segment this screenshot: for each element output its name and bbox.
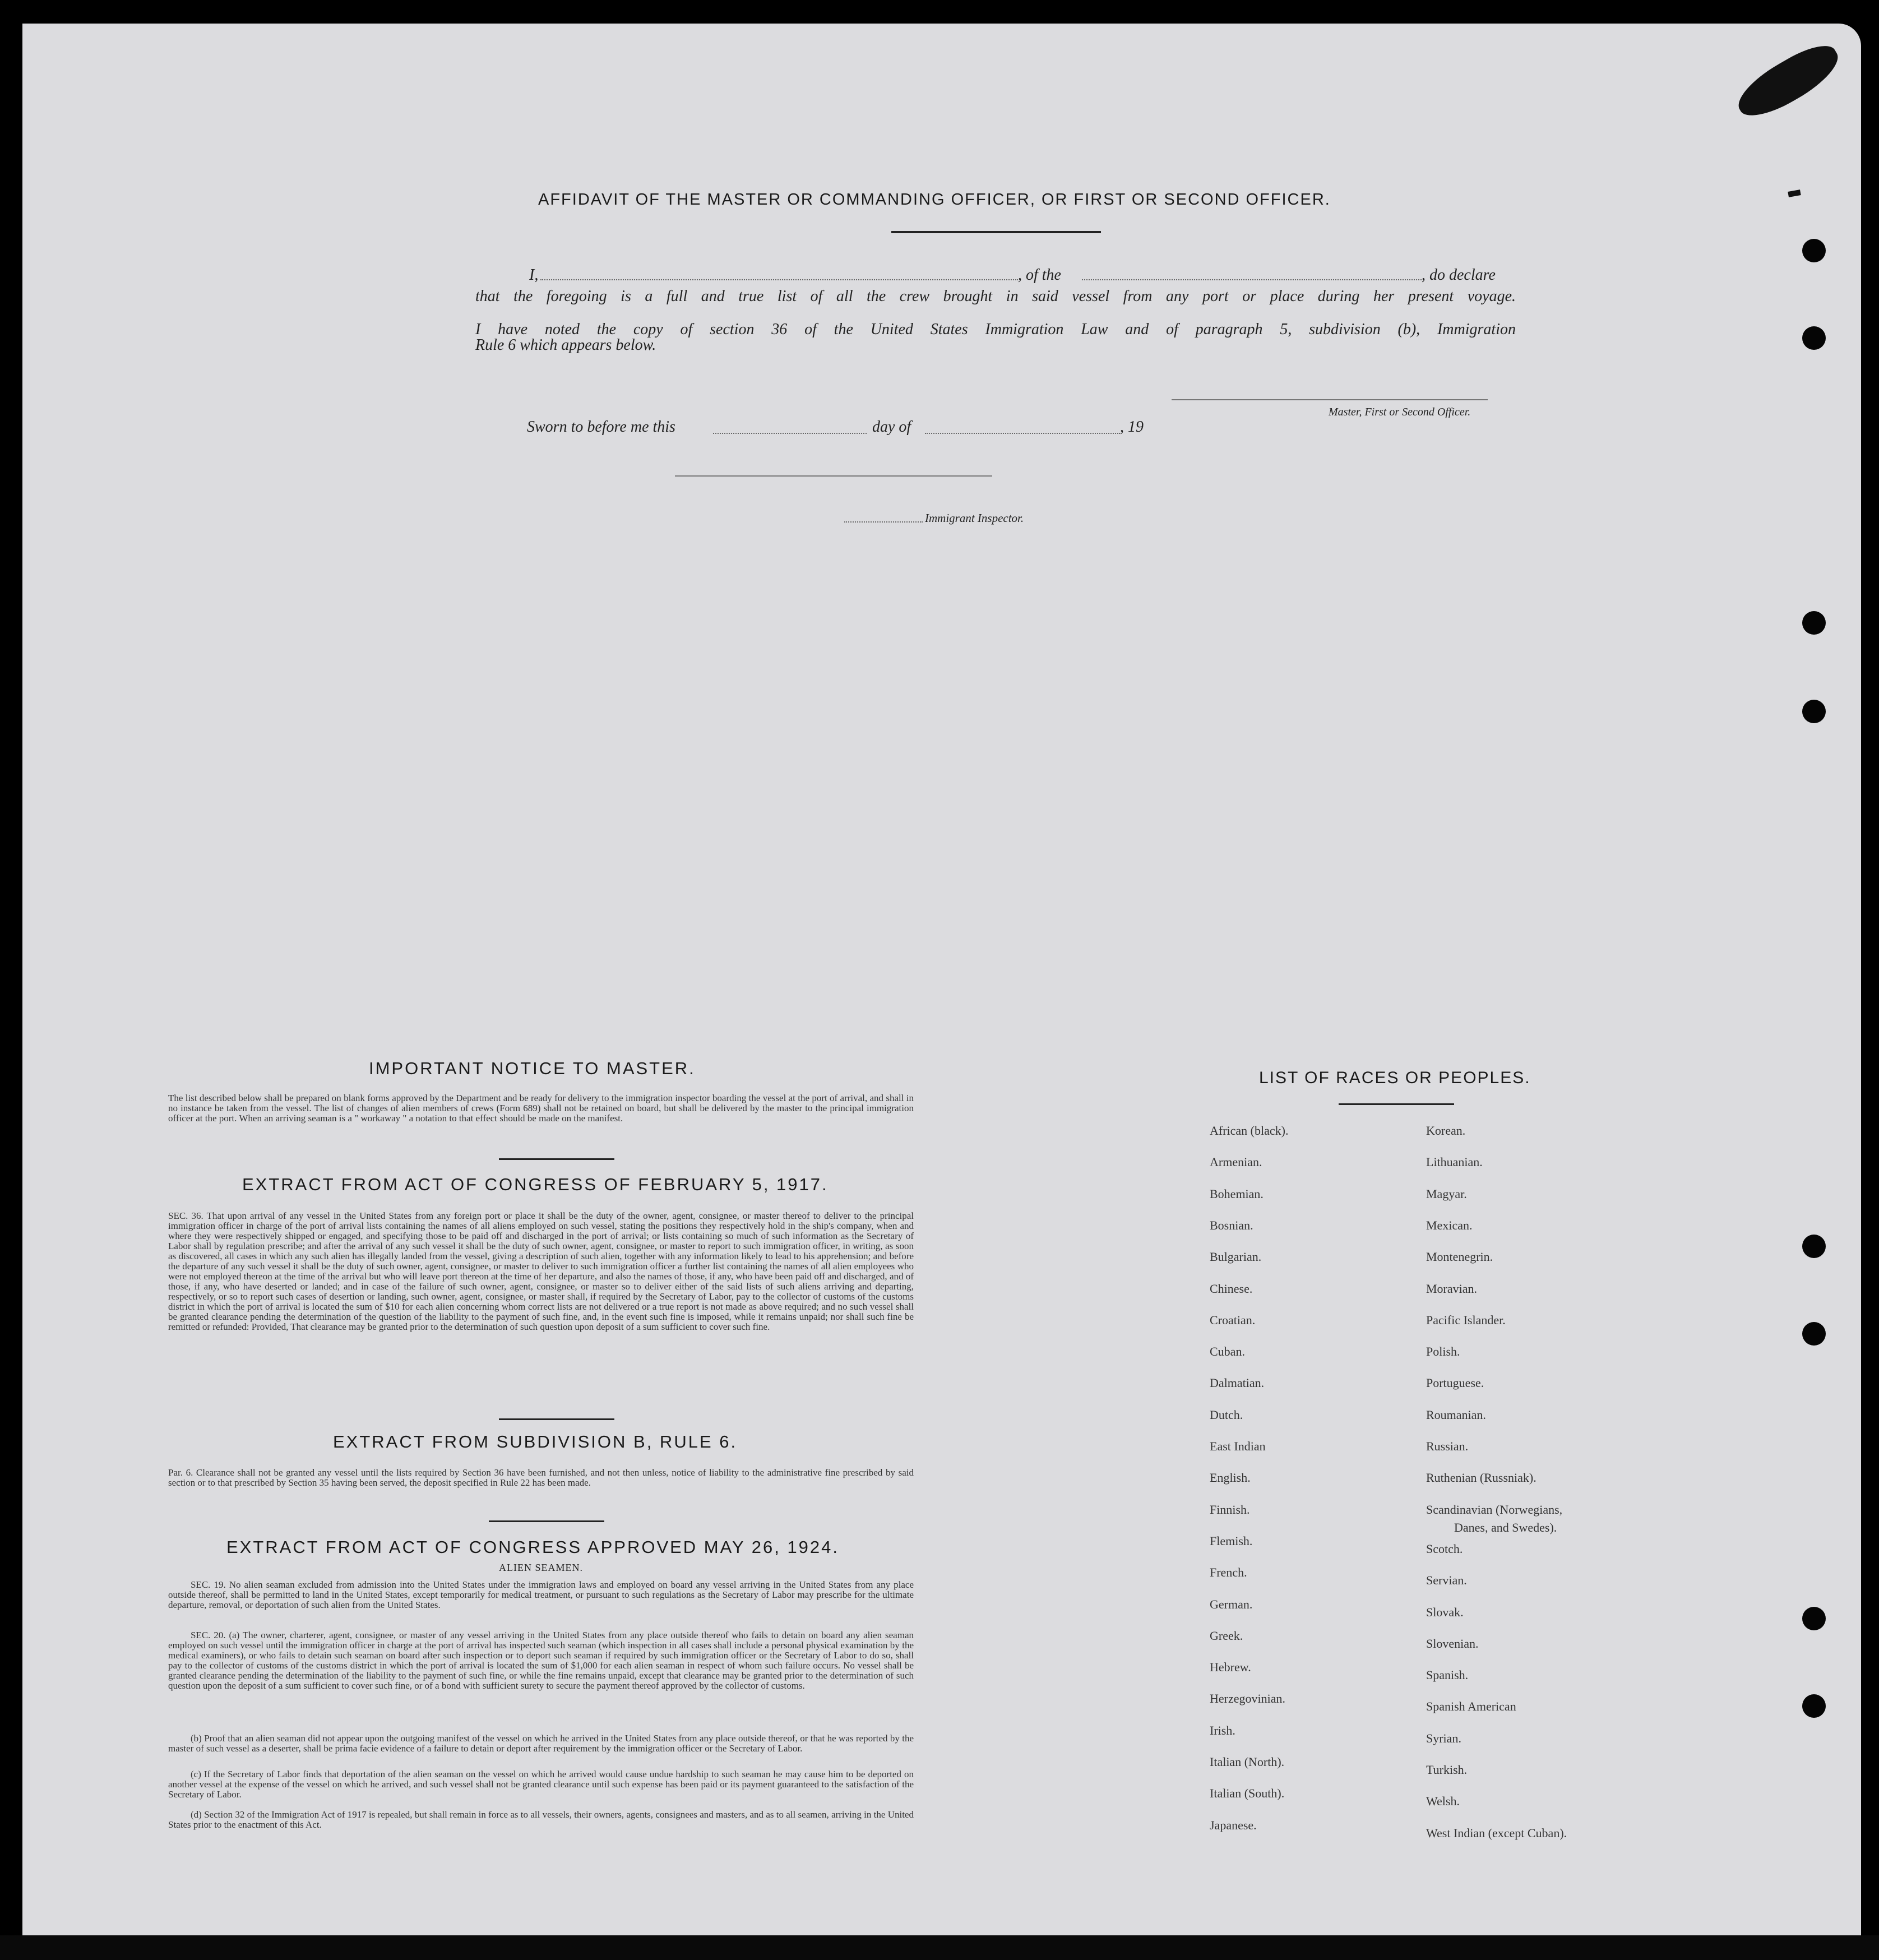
affidavit-line1-mid: , of the bbox=[1018, 266, 1061, 284]
binder-hole bbox=[1802, 1235, 1826, 1258]
notice-title: IMPORTANT NOTICE TO MASTER. bbox=[369, 1058, 696, 1078]
extract-rule6-rule bbox=[489, 1520, 604, 1522]
race-item: East Indian bbox=[1210, 1439, 1266, 1453]
race-item: Dutch. bbox=[1210, 1408, 1243, 1422]
race-item: Cuban. bbox=[1210, 1344, 1245, 1358]
race-item: Scotch. bbox=[1426, 1542, 1463, 1556]
race-item: Irish. bbox=[1210, 1723, 1235, 1737]
race-item: Turkish. bbox=[1426, 1763, 1468, 1777]
race-item: Spanish. bbox=[1426, 1668, 1469, 1682]
race-item: English. bbox=[1210, 1471, 1251, 1485]
race-item: Herzegovinian. bbox=[1210, 1691, 1285, 1705]
binder-hole bbox=[1802, 1607, 1826, 1630]
sec20b-text: (b) Proof that an alien seaman did not appear upon the outgoing manifest of the vessel on which he arrived in the United States from any place outside thereof, or that he was reported by the master of such vessel as a deserter, shall be prima facie evidence of a failure to detain or deport after requirement by the immigration officer or the Secretary of Labor. bbox=[168, 1733, 914, 1754]
race-item: Slovak. bbox=[1426, 1605, 1464, 1619]
race-item: Moravian. bbox=[1426, 1282, 1478, 1296]
binder-hole bbox=[1802, 700, 1826, 723]
race-item: Syrian. bbox=[1426, 1731, 1461, 1745]
month-blank[interactable] bbox=[925, 433, 1120, 434]
binder-hole bbox=[1802, 326, 1826, 350]
race-item: Mexican. bbox=[1426, 1218, 1473, 1232]
race-item: German. bbox=[1210, 1597, 1253, 1611]
extract-1924-title: EXTRACT FROM ACT OF CONGRESS APPROVED MAY 26, 1924. bbox=[226, 1537, 840, 1557]
affidavit-line3: I have noted the copy of section 36 of the United States Immigration Law and of paragraph 5, subdivision (b), Immigration bbox=[475, 321, 1516, 338]
race-item: Italian (North). bbox=[1210, 1755, 1285, 1769]
race-item: Bohemian. bbox=[1210, 1187, 1264, 1201]
race-item: West Indian (except Cuban). bbox=[1426, 1826, 1567, 1840]
notice-text: The list described below shall be prepared on blank forms approved by the Department and be ready for delivery to the immigration inspector boarding the vessel at the port of arrival, and shall in no instance be taken from the vessel. The list of changes of alien members of crews (Form 689) shall not be retained on board, but shall be delivered by the master to the principal immigration officer at the port. When an arriving seaman is a " workaway " a notation to that effect should be made on the manifest. bbox=[168, 1093, 914, 1124]
sworn-year: , 19 bbox=[1120, 418, 1144, 436]
extract-1917-title: EXTRACT FROM ACT OF CONGRESS OF FEBRUARY 5, 1917. bbox=[242, 1175, 829, 1194]
affidavit-line4: Rule 6 which appears below. bbox=[475, 336, 656, 354]
signature-line[interactable] bbox=[1172, 399, 1488, 400]
race-item: Dalmatian. bbox=[1210, 1376, 1265, 1390]
name-blank[interactable] bbox=[540, 279, 1018, 280]
binder-hole bbox=[1802, 1694, 1826, 1718]
sec19-text: SEC. 19. No alien seaman excluded from admission into the United States under the immigration laws and employed on board any vessel arriving in the United States from any place outside thereof, shall be permitted to land in the United States, except temporarily for medical treatment, or pursuant to such regulations as the Secretary of Labor may prescribe for the ultimate departure, removal, or deportation of such alien from the United States. bbox=[168, 1579, 914, 1610]
extract-rule6-text: Par. 6. Clearance shall not be granted any vessel until the lists required by Section 36 have been furnished, and not then unless, notice of liability to the administrative fine prescribed by said section or to that prescribed by Section 35 having been served, the deposit specified in Rule 22 has been made. bbox=[168, 1467, 914, 1488]
race-item: Welsh. bbox=[1426, 1794, 1460, 1808]
race-item: Montenegrin. bbox=[1426, 1250, 1493, 1264]
extract-rule6-title: EXTRACT FROM SUBDIVISION B, RULE 6. bbox=[333, 1432, 738, 1451]
vessel-blank[interactable] bbox=[1082, 279, 1422, 280]
race-item: Hebrew. bbox=[1210, 1660, 1251, 1674]
notice-rule bbox=[499, 1158, 614, 1160]
alien-seamen-subtitle: ALIEN SEAMEN. bbox=[499, 1562, 583, 1573]
affidavit-line1-end: , do declare bbox=[1422, 266, 1496, 284]
race-item: Bosnian. bbox=[1210, 1218, 1253, 1232]
inspector-blank bbox=[844, 521, 923, 523]
affidavit-title: AFFIDAVIT OF THE MASTER OR COMMANDING OFFICER, OR FIRST OR SECOND OFFICER. bbox=[538, 191, 1331, 209]
affidavit-line2: that the foregoing is a full and true list of all the crew brought in said vessel from any port or place during her present voyage. bbox=[475, 288, 1516, 305]
races-title: LIST OF RACES OR PEOPLES. bbox=[1259, 1069, 1531, 1087]
race-item: Bulgarian. bbox=[1210, 1250, 1262, 1264]
race-item: Roumanian. bbox=[1426, 1408, 1486, 1422]
race-item: Chinese. bbox=[1210, 1282, 1253, 1296]
scan-edge bbox=[0, 1935, 1879, 1960]
race-item: Ruthenian (Russniak). bbox=[1426, 1471, 1536, 1485]
sec20d-text: (d) Section 32 of the Immigration Act of 1917 is repealed, but shall remain in force as to all vessels, their owners, agents, consignees and masters, and as to all seamen, arriving in the United States prior to the enactment of this Act. bbox=[168, 1809, 914, 1830]
race-item: Portuguese. bbox=[1426, 1376, 1484, 1390]
race-item: Greek. bbox=[1210, 1629, 1243, 1643]
title-rule bbox=[891, 231, 1101, 233]
sworn-dayof: day of bbox=[872, 418, 911, 436]
race-item: Lithuanian. bbox=[1426, 1155, 1483, 1169]
binder-hole bbox=[1802, 1322, 1826, 1346]
race-item: Korean. bbox=[1426, 1124, 1466, 1138]
inspector-label: Immigrant Inspector. bbox=[925, 511, 1024, 525]
signature-label: Master, First or Second Officer. bbox=[1329, 406, 1471, 418]
race-item: African (black). bbox=[1210, 1124, 1289, 1138]
day-blank[interactable] bbox=[713, 433, 867, 434]
race-item: Flemish. bbox=[1210, 1534, 1253, 1548]
binder-hole bbox=[1802, 611, 1826, 635]
extract-1917-text: SEC. 36. That upon arrival of any vessel in the United States from any foreign port or place it shall be the duty of the owner, agent, consignee, or master thereof to deliver to the principal immigration officer in charge of the port of arrival lists containing the names of all aliens employed on such vessel, stating the positions they respectively hold in the ship's company, when and where they were respectively shipped or engaged, and specifying those to be paid off and discharged in the port of arrival; or lists containing so much of such information as the Secretary of Labor shall by regulation prescribe; and after the arrival of any such vessel it shall be the duty of such owner, agent, consignee, or master to report to such immigration officer, in writing, as soon as discovered, all cases in which any such alien has illegally landed from the vessel, giving a description of such alien, together with any information likely to lead to his apprehension; and before the departure of any such vessel it shall be the duty of such owner, agent, consignee, or master to deliver to such immigration officer a further list containing the names of all alien employees who were not employed thereon at the time of the arrival but who will leave port thereon at the time of her departure, and also the names of those, if any, who have been paid off and discharged, and of those, if any, who have deserted or landed; and in case of the failure of such owner, agent, consignee, or master so to deliver either of the said lists of such aliens arriving and departing, respectively, or so to report such cases of desertion or landing, such owner, agent, consignee, or master shall, if required by the Secretary of Labor, pay to the collector of customs of the customs district in which the port of arrival is located the sum of $10 for each alien concerning whom correct lists are not delivered or a true report is not made as above required; and no such vessel shall be granted clearance pending the determination of the question of the liability to the payment of such fine, and, in the event such fine is imposed, while it remains unpaid; nor shall such fine be remitted or refunded: Provided, That clearance may be granted prior to the determination of such question upon deposit of a sum sufficient to cover such fine. bbox=[168, 1210, 914, 1332]
binder-hole bbox=[1802, 239, 1826, 262]
race-item: Scandinavian (Norwegians, bbox=[1426, 1503, 1563, 1517]
inspector-signature-line[interactable] bbox=[675, 475, 992, 477]
sec20c-text: (c) If the Secretary of Labor finds that deportation of the alien seaman on the vessel on which he arrived would cause undue hardship to such seaman he may cause him to be deported on another vessel at the expense of the vessel on which he arrived, and such vessel shall not be granted clearance until such expense has been paid or its payment guaranteed to the satisfaction of the Secretary of Labor. bbox=[168, 1769, 914, 1800]
race-item: Italian (South). bbox=[1210, 1786, 1285, 1800]
race-item: Croatian. bbox=[1210, 1313, 1256, 1327]
race-item: Magyar. bbox=[1426, 1187, 1467, 1201]
race-item: Spanish American bbox=[1426, 1699, 1516, 1713]
sworn-text: Sworn to before me this bbox=[527, 418, 675, 436]
race-item: Danes, and Swedes). bbox=[1454, 1520, 1557, 1534]
race-item: Servian. bbox=[1426, 1573, 1467, 1587]
races-rule bbox=[1339, 1103, 1454, 1105]
race-item: Polish. bbox=[1426, 1344, 1460, 1358]
race-item: Japanese. bbox=[1210, 1818, 1257, 1832]
race-item: Russian. bbox=[1426, 1439, 1469, 1453]
affidavit-line1-start: I, bbox=[529, 266, 539, 284]
sec20a-text: SEC. 20. (a) The owner, charterer, agent, consignee, or master of any vessel arriving in the United States from any place outside thereof who fails to detain on board any alien seaman employed on such vessel until the immigration officer in charge at the port of arrival has inspected such seaman (which inspection in all cases shall include a personal physical examination by the medical examiners), or who fails to detain such seaman on board after such inspection or to deport such seaman if required by such immigration officer or the Secretary of Labor to do so, shall pay to the collector of customs of the customs district in which the port of arrival is located the sum of $1,000 for each alien seaman in respect of whom such failure occurs. No vessel shall be granted clearance pending the determination of the liability to the payment of such fine, or while the fine remains unpaid, except that clearance may be granted prior to the determination of such question upon the deposit of a sum sufficient to cover such fine, or of a bond with sufficient surety to secure the payment thereof approved by the collector of customs. bbox=[168, 1630, 914, 1691]
extract-1917-rule bbox=[499, 1418, 614, 1420]
race-item: Pacific Islander. bbox=[1426, 1313, 1506, 1327]
race-item: Finnish. bbox=[1210, 1503, 1250, 1517]
race-item: Slovenian. bbox=[1426, 1637, 1479, 1651]
race-item: Armenian. bbox=[1210, 1155, 1262, 1169]
race-item: French. bbox=[1210, 1565, 1247, 1579]
